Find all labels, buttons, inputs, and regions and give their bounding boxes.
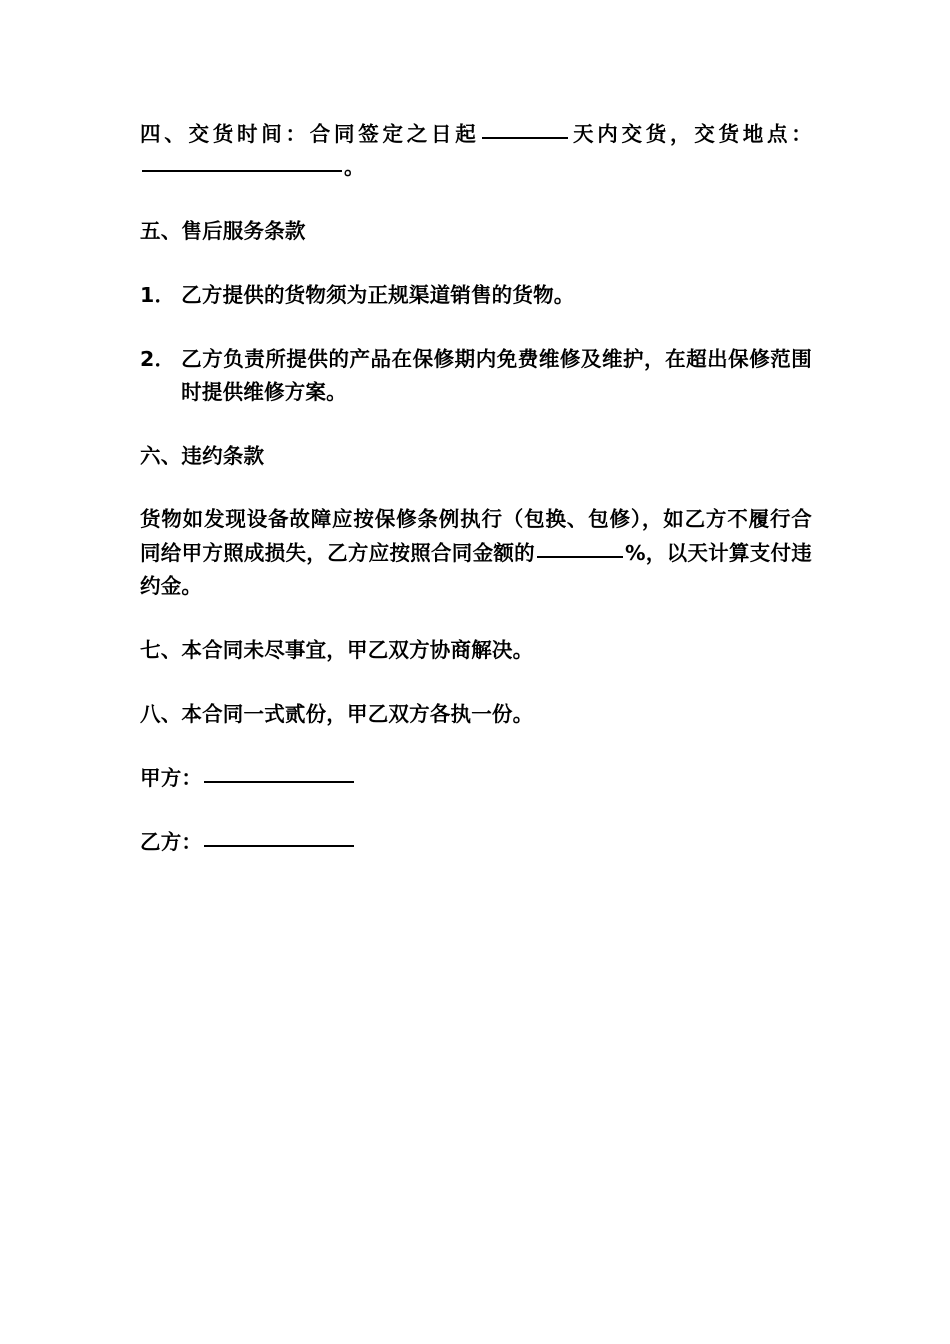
delivery-time-text-before: 四、交货时间：合同签定之日起: [140, 122, 480, 146]
delivery-time-text-middle: 天内交货，交货地点：: [569, 122, 812, 146]
signature-party-b-label: 乙方：: [140, 829, 203, 854]
list-item-number: 1．: [140, 282, 176, 307]
list-item-number: 2．: [140, 346, 176, 371]
list-item-after-sales-1: [140, 279, 812, 312]
signature-party-a-blank[interactable]: [204, 781, 354, 783]
breach-percent-blank[interactable]: [537, 556, 623, 558]
signature-party-b-blank[interactable]: [204, 845, 354, 847]
signature-party-a-label: 甲方：: [140, 766, 203, 791]
delivery-time-text-after: 。: [344, 155, 365, 180]
breach-text-middle: %，以天计算支付违约金。: [140, 540, 812, 598]
paragraph-clause-seven: 七、本合同未尽事宜，甲乙双方协商解决。: [140, 638, 534, 663]
signature-party-b: [140, 826, 812, 859]
delivery-days-blank[interactable]: [482, 137, 568, 139]
paragraph-delivery-time: [140, 118, 812, 184]
delivery-place-blank[interactable]: [142, 170, 342, 172]
list-item-after-sales-2: [140, 343, 812, 409]
paragraph-breach-body: [140, 503, 812, 603]
breach-text-before: 货物如发现设备故障应按保修条例执行（包换、包修），如乙方不履行合同给甲方照成损失，乙方应按照合同金额的: [140, 507, 812, 565]
signature-party-a: [140, 762, 812, 795]
paragraph-clause-eight: 八、本合同一式贰份，甲乙双方各执一份。: [140, 702, 534, 727]
list-item-text: 乙方负责所提供的产品在保修期内免费维修及维护，在超出保修范围时提供维修方案。: [181, 346, 812, 405]
heading-after-sales: 五、售后服务条款: [140, 219, 306, 244]
list-item-text: 乙方提供的货物须为正规渠道销售的货物。: [181, 282, 575, 307]
heading-breach: 六、违约条款: [140, 444, 265, 469]
document-body: [140, 118, 812, 859]
